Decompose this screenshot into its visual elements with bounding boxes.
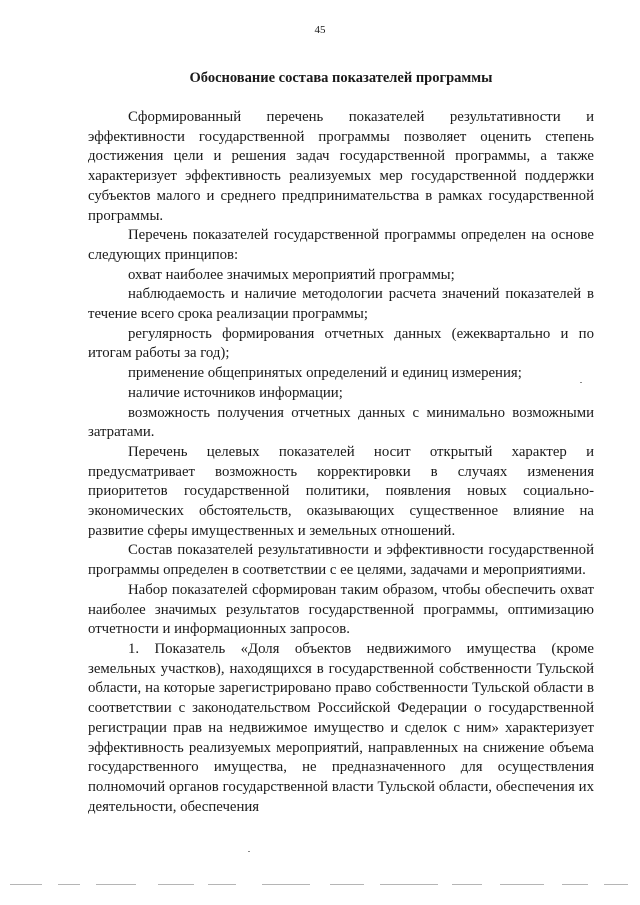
- principle-item: применение общепринятых определений и единиц измерения;: [128, 365, 522, 382]
- paragraph-open-list: Перечень целевых показателей носит открытый характер и предусматривает возможность корректировки в случаях изменения приоритетов государственной политики, появления новых социально-экономических обстоятельств, оказывающих существенное влияние на развитие сферы имущественных и земельных отношений.: [88, 443, 594, 539]
- principle-item: наличие источников информации;: [128, 384, 343, 401]
- principle-item: наблюдаемость и наличие методологии расчета значений показателей в течение всего срока реализации программы;: [88, 286, 594, 323]
- principle-item: охват наиболее значимых мероприятий программы;: [128, 266, 455, 283]
- page-title: Обоснование состава показателей программы: [189, 70, 493, 86]
- scan-speck: [248, 851, 250, 852]
- document-body: [88, 108, 594, 817]
- scan-speck: [580, 382, 582, 383]
- scan-edge-artifacts: [0, 884, 640, 888]
- principle-item: возможность получения отчетных данных с минимально возможными затратами.: [88, 404, 594, 441]
- paragraph-intro: Сформированный перечень показателей результативности и эффективности государственной программы позволяет оценить степень достижения цели и решения задач государственной программы, а также характеризует эффективность реализуемых мер государственной поддержки субъектов малого и среднего предпринимательства в рамках государственной программы.: [88, 109, 594, 224]
- paragraph-composition: Состав показателей результативности и эффективности государственной программы определен в соответствии с ее целями, задачами и мероприятиями.: [88, 542, 594, 579]
- paragraph-set: Набор показателей сформирован таким образом, чтобы обеспечить охват наиболее значимых результатов государственной программы, оптимизацию отчетности и информационных запросов.: [88, 581, 594, 638]
- paragraph-indicator-1: 1. Показатель «Доля объектов недвижимого имущества (кроме земельных участков), находящихся в государственной собственности Тульской области, на которые зарегистрировано право собственности Тульской области в соответствии с законодательством Российской Федерации о государственной регистрации прав на недвижимое имущество и сделок с ним» характеризует эффективность реализуемых мероприятий, направленных на снижение объема государственного имущества, не предназначенного для осуществления полномочий органов государственной власти Тульской области, обеспечения их деятельности, обеспечения: [88, 640, 594, 815]
- page-number: 45: [314, 24, 326, 36]
- principle-item: регулярность формирования отчетных данных (ежеквартально и по итогам работы за год);: [88, 325, 594, 362]
- paragraph-principles-lead: Перечень показателей государственной программы определен на основе следующих принципов:: [88, 227, 594, 263]
